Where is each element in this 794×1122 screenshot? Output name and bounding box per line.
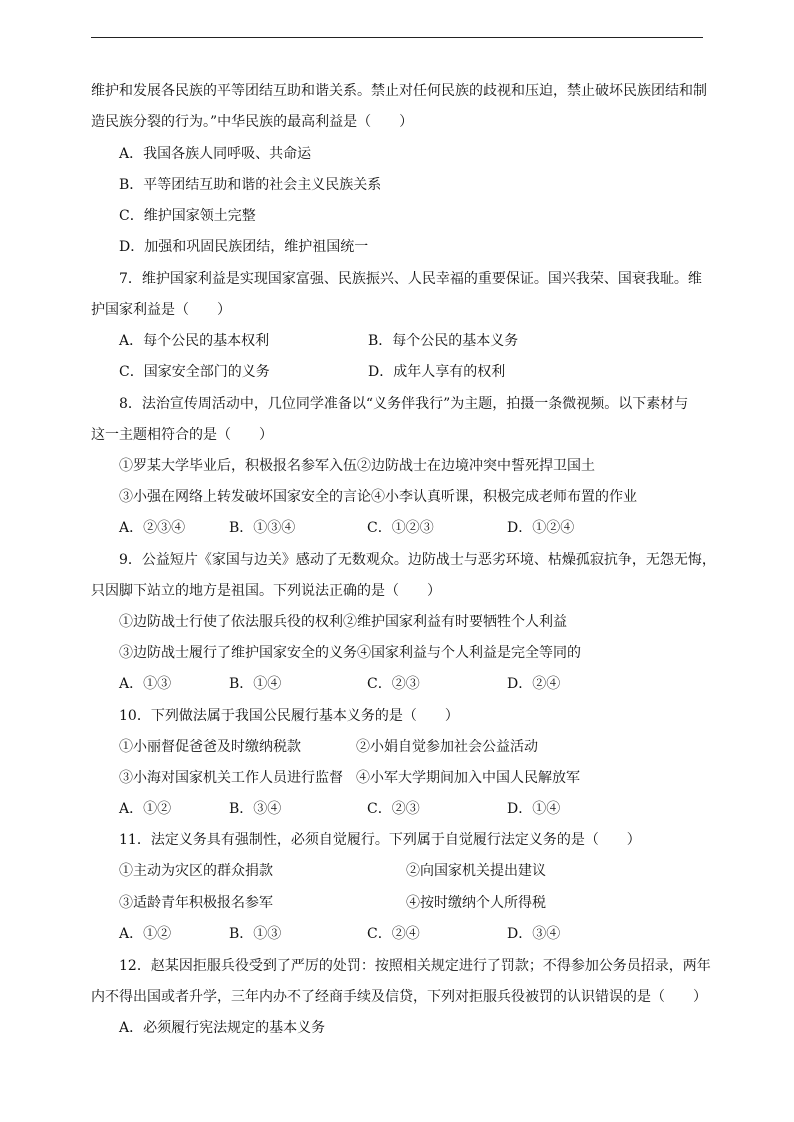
q7-stem-line1: 7．维护国家利益是实现国家富强、民族振兴、人民幸福的重要保证。国兴我荣、国衰我耻。维 <box>119 271 702 287</box>
q9-stem-line2: 只因脚下站立的地方是祖国。下列说法正确的是（ ） <box>91 583 441 599</box>
q8-stem-line1: 8．法治宣传周活动中，几位同学准备以“义务伴我行”为主题，拍摄一条微视频。以下素材与 <box>119 396 689 412</box>
header-rule <box>91 37 703 38</box>
q9-option-d: D．②④ <box>507 676 561 692</box>
q7-option-b: B．每个公民的基本义务 <box>368 333 519 349</box>
q10-item-1: ①小丽督促爸爸及时缴纳税款 <box>119 739 301 755</box>
q11-item-4: ④按时缴纳个人所得税 <box>406 895 546 911</box>
q7-option-c: C．国家安全部门的义务 <box>119 364 270 380</box>
q10-option-d: D．①④ <box>507 801 561 817</box>
q8-stem-line2: 这一主题相符合的是（ ） <box>91 427 273 443</box>
q11-item-1: ①主动为灾区的群众捐款 <box>119 863 273 879</box>
q9-option-a: A．①③ <box>119 676 172 692</box>
q7-option-a: A．每个公民的基本权利 <box>119 333 270 349</box>
q10-stem: 10．下列做法属于我国公民履行基本义务的是（ ） <box>119 708 459 724</box>
q11-option-c: C．②④ <box>367 926 420 942</box>
q10-item-4: ④小军大学期间加入中国人民解放军 <box>356 770 580 786</box>
q11-stem: 11．法定义务具有强制性，必须自觉履行。下列属于自觉履行法定义务的是（ ） <box>119 832 641 848</box>
q11-option-d: D．③④ <box>507 926 561 942</box>
q6-stem-line1: 维护和发展各民族的平等团结互助和谐关系。禁止对任何民族的歧视和压迫，禁止破坏民族团结和制 <box>91 83 707 99</box>
q10-option-b: B．③④ <box>229 801 282 817</box>
q10-item-2: ②小娟自觉参加社会公益活动 <box>356 739 538 755</box>
q6-option-d: D．加强和巩固民族团结，维护祖国统一 <box>119 239 369 255</box>
q11-item-2: ②向国家机关提出建议 <box>406 863 546 879</box>
q7-stem-line2: 护国家利益是（ ） <box>91 302 231 318</box>
q11-option-a: A．①② <box>119 926 172 942</box>
q12-stem-line1: 12．赵某因拒服兵役受到了严厉的处罚：按照相关规定进行了罚款；不得参加公务员招录，两年 <box>119 958 711 974</box>
q8-option-c: C．①②③ <box>367 520 434 536</box>
q9-items-line2: ③边防战士履行了维护国家安全的义务④国家利益与个人利益是完全等同的 <box>119 645 581 661</box>
q6-option-c: C．维护国家领土完整 <box>119 208 256 224</box>
q8-items-line1: ①罗某大学毕业后，积极报名参军入伍②边防战士在边境冲突中誓死捍卫国土 <box>119 458 595 474</box>
q9-items-line1: ①边防战士行使了依法服兵役的权利②维护国家利益有时要牺牲个人利益 <box>119 614 567 630</box>
q9-stem-line1: 9．公益短片《家国与边关》感动了无数观众。边防战士与恶劣环境、枯燥孤寂抗争，无怨无悔， <box>119 552 716 568</box>
q12-option-a: A．必须履行宪法规定的基本义务 <box>119 1020 326 1036</box>
q12-stem-line2: 内不得出国或者升学，三年内办不了经商手续及信贷，下列对拒服兵役被罚的认识错误的是（ ） <box>91 989 707 1005</box>
q8-items-line2: ③小强在网络上转发破坏国家安全的言论④小李认真听课，积极完成老师布置的作业 <box>119 489 637 505</box>
q6-option-a: A．我国各族人同呼吸、共命运 <box>119 146 312 162</box>
q8-option-a: A．②③④ <box>119 520 186 536</box>
q6-stem-line2: 造民族分裂的行为。”中华民族的最高利益是（ ） <box>91 114 414 130</box>
q6-option-b: B．平等团结互助和谐的社会主义民族关系 <box>119 177 382 193</box>
q10-item-3: ③小海对国家机关工作人员进行监督 <box>119 770 343 786</box>
q10-option-a: A．①② <box>119 801 172 817</box>
q7-option-d: D．成年人享有的权利 <box>368 364 506 380</box>
q11-item-3: ③适龄青年积极报名参军 <box>119 895 273 911</box>
q11-option-b: B．①③ <box>229 926 282 942</box>
q8-option-b: B．①③④ <box>229 520 296 536</box>
q10-option-c: C．②③ <box>367 801 420 817</box>
q9-option-b: B．①④ <box>229 676 282 692</box>
q8-option-d: D．①②④ <box>507 520 575 536</box>
q9-option-c: C．②③ <box>367 676 420 692</box>
